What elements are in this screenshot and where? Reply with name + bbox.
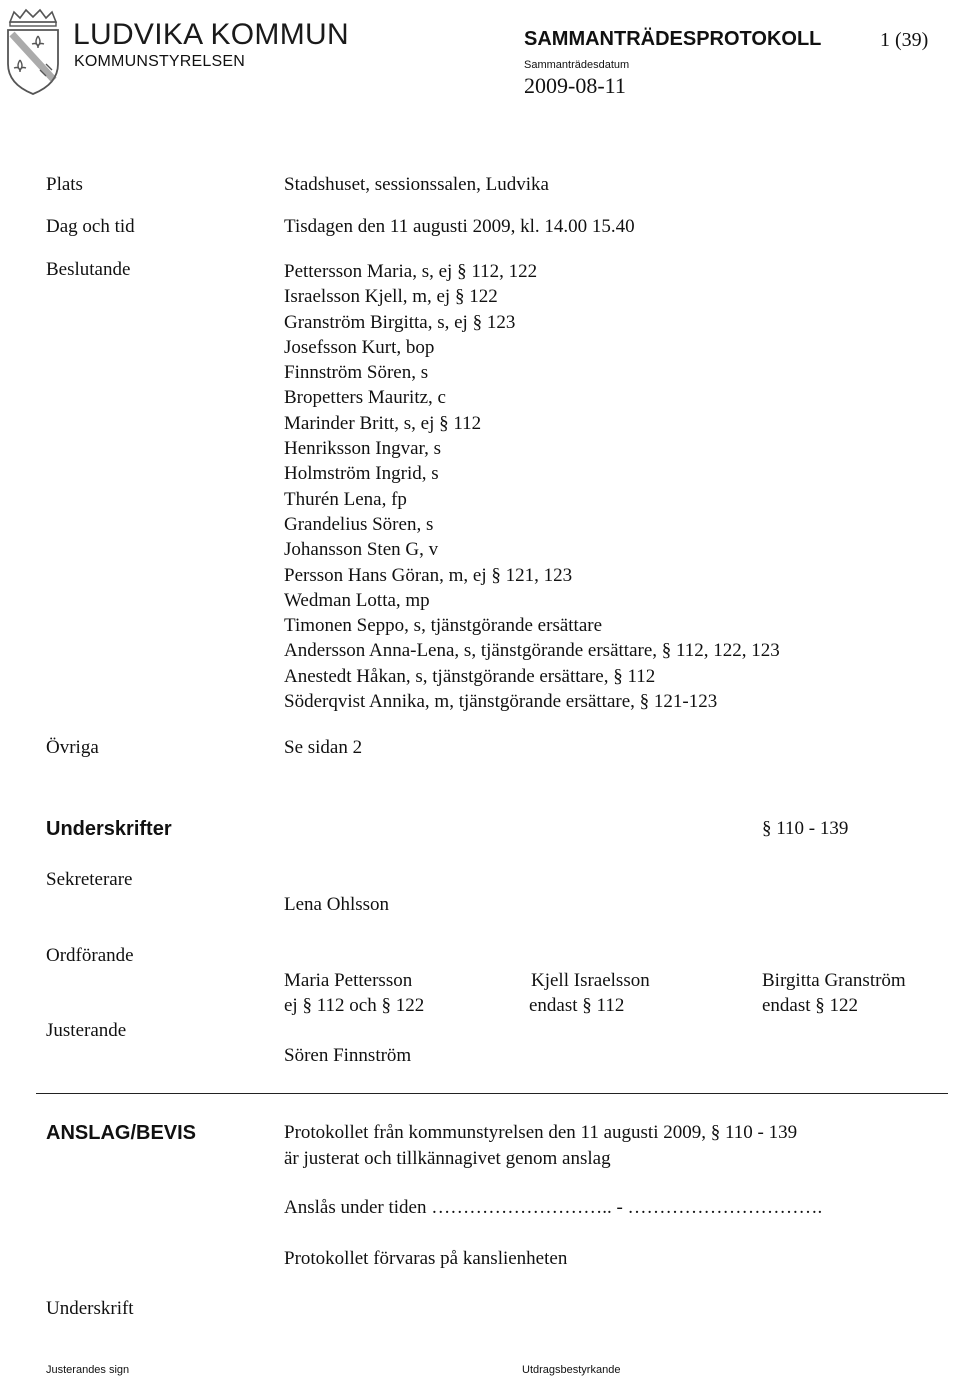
footer-adjuster-sign: Justerandes sign [46,1364,130,1376]
municipal-coat-of-arms-logo [0,8,66,96]
list-item: Andersson Anna-Lena, s, tjänstgörande ersättare, § 112, 122, 123 [284,640,780,662]
chair-note-2: endast § 112 [529,995,625,1016]
chair-name-3: Birgitta Granström [762,970,906,991]
page-number: 1 (39) [880,29,929,51]
list-item: Johansson Sten G, v [284,539,439,561]
place-label: Plats [46,174,83,195]
list-item: Grandelius Sören, s [284,513,434,535]
chair-label: Ordförande [46,945,134,966]
notice-heading: ANSLAG/BEVIS [46,1122,197,1144]
list-item: Persson Hans Göran, m, ej § 121, 123 [284,564,573,586]
document-title: SAMMANTRÄDESPROTOKOLL [524,28,822,50]
list-item: Finnström Sören, s [284,362,429,384]
adjuster-label: Justerande [46,1020,127,1041]
deciders-list [284,259,780,714]
notice-line-2: är justerat och tillkännagivet genom anslag [284,1148,611,1169]
others-value: Se sidan 2 [284,737,363,758]
list-item: Marinder Britt, s, ej § 112 [284,412,482,434]
list-item: Josefsson Kurt, bop [284,336,435,358]
list-item: Söderqvist Annika, m, tjänstgörande ersättare, § 121-123 [284,691,718,713]
list-item: Bropetters Mauritz, c [284,387,446,409]
secretary-label: Sekreterare [46,869,133,890]
signatures-heading: Underskrifter [46,818,172,840]
list-item: Thurén Lena, fp [284,488,407,510]
time-value: Tisdagen den 11 augusti 2009, kl. 14.00 15.40 [284,216,635,237]
list-item: Pettersson Maria, s, ej § 112, 122 [284,261,538,282]
signature-label: Underskrift [46,1298,134,1319]
meeting-date: 2009-08-11 [524,73,626,98]
chair-note-3: endast § 122 [762,995,859,1016]
list-item: Granström Birgitta, s, ej § 123 [284,311,516,333]
section-divider [36,1093,948,1094]
footer-certified-extract: Utdragsbestyrkande [522,1364,621,1376]
list-item: Wedman Lotta, mp [284,589,430,611]
storage-location: Protokollet förvaras på kanslienheten [284,1248,568,1269]
time-label: Dag och tid [46,216,135,237]
organization-name: LUDVIKA KOMMUN [73,18,349,51]
meeting-date-label: Sammanträdesdatum [524,59,630,71]
others-label: Övriga [46,737,99,758]
notice-line-1: Protokollet från kommunstyrelsen den 11 augusti 2009, § 110 - 139 [284,1122,798,1143]
list-item: Israelsson Kjell, m, ej § 122 [284,286,498,308]
list-item: Holmström Ingrid, s [284,463,439,485]
signatures-paragraph-range: § 110 - 139 [762,818,849,839]
place-value: Stadshuset, sessionssalen, Ludvika [284,174,549,195]
chair-name-1: Maria Pettersson [284,970,413,991]
list-item: Timonen Seppo, s, tjänstgörande ersättare [284,615,603,637]
list-item: Anestedt Håkan, s, tjänstgörande ersättare, § 112 [284,665,656,687]
chair-note-1: ej § 112 och § 122 [284,995,425,1016]
adjuster-name: Sören Finnström [284,1045,412,1066]
organization-unit: KOMMUNSTYRELSEN [74,53,246,70]
chair-name-2: Kjell Israelsson [531,970,650,991]
list-item: Henriksson Ingvar, s [284,438,442,460]
secretary-name: Lena Ohlsson [284,894,390,915]
deciders-label: Beslutande [46,259,131,280]
posting-period: Anslås under tiden ……………………….. - …………………………. [284,1197,823,1218]
